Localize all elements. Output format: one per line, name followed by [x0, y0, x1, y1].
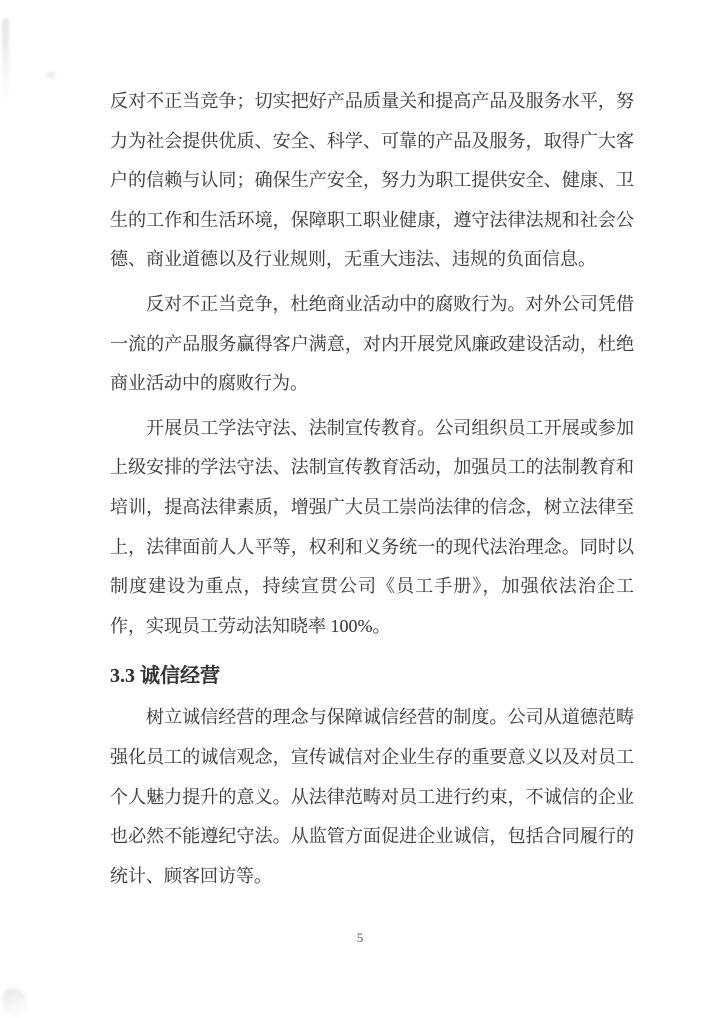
- body-paragraph: 开展员工学法守法、法制宣传教育。公司组织员工开展或参加上级安排的学法守法、法制宣传教育活动，加强员工的法制教育和培训，提高法律素质，增强广大员工崇尚法律的信念，树立法律至上，法律面前人人平等，权利和义务统一的现代法治理念。同时以制度建设为重点，持续宣贯公司《员工手册》，加强依法治企工作，实现员工劳动法知晓率 100%。: [110, 417, 634, 636]
- document-body: [110, 82, 634, 901]
- section-heading: 3.3 诚信经营: [110, 665, 220, 688]
- scan-smudge-bottom-left: [2, 988, 28, 1018]
- body-paragraph: 反对不正当竞争，杜绝商业活动中的腐败行为。对外公司凭借一流的产品服务赢得客户满意，对内开展党风廉政建设活动，杜绝商业活动中的腐败行为。: [110, 293, 634, 394]
- body-paragraph: 反对不正当竞争；切实把好产品质量关和提高产品及服务水平，努力为社会提供优质、安全、科学、可靠的产品及服务，取得广大客户的信赖与认同；确保生产安全，努力为职工提供安全、健康、卫生的工作和生活环境，保障职工职业健康，遵守法律法规和社会公德、商业道德以及行业规则，无重大违法、违规的负面信息。: [110, 91, 634, 270]
- scan-smudge-dot: [46, 72, 56, 78]
- scan-smudge-top-left: [2, 18, 9, 103]
- page-number: 5: [356, 930, 364, 945]
- body-paragraph: 树立诚信经营的理念与保障诚信经营的制度。公司从道德范畴强化员工的诚信观念，宣传诚信对企业生存的重要意义以及对员工个人魅力提升的意义。从法律范畴对员工进行约束，不诚信的企业也必然不能遵纪守法。从监管方面促进企业诚信，包括合同履行的统计、顾客回访等。: [110, 707, 634, 886]
